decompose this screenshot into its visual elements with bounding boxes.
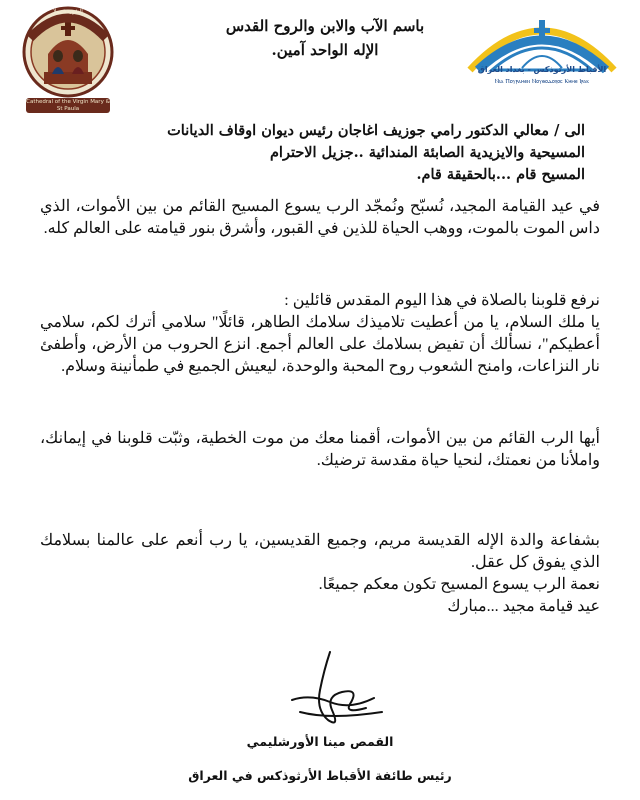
- signatory-name: القمص مينا الأورشليمي: [246, 734, 394, 749]
- paragraph-intercession: [40, 530, 600, 618]
- addressee-line-2: المسيحية والايزيدية الصابئة المندائية ..جزيل الاحترام: [269, 144, 585, 161]
- coptic-orthodox-logo: [462, 4, 622, 104]
- handwritten-signature: [270, 650, 390, 735]
- prayer-intro: نرفع قلوبنا بالصلاة في هذا اليوم المقدس قائلين :: [284, 292, 600, 309]
- prayer-text: يا ملك السلام، يا من أعطيت تلاميذك سلامك الطاهر، قائلًا" سلامي أترك لكم، سلامي أعطيكم"، نسألك أن تفيض بسلامك على العالم أجمع. انزع الحروب من الأرض، وأطفئ نار النزاعات، وامنح الشعوب روح المحبة والوحدة، ليعيش الجميع في طمأنينة وسلام.: [40, 314, 600, 375]
- closing-blessing: نعمة الرب يسوع المسيح تكون معكم جميعًا.: [318, 576, 600, 593]
- easter-greeting: المسيح قام ...بالحقيقة قام.: [416, 166, 585, 183]
- closing-wishes: عيد قيامة مجيد ...مبارك: [447, 598, 600, 615]
- invocation-line-1: باسم الآب والابن والروح القدس: [225, 17, 425, 35]
- logo-caption-coptic: Ⲛⲓⲁ Ⲡⲟⲩⲣⲁⲙⲉⲛ Ⲛⲟⲩⲑⲟⲇⲟⲝⲟⲥ Ⲕⲏⲙⲉ Ⲓⲣⲁⲕ: [494, 78, 590, 85]
- logo-top-text: الشهيدة بولا: [53, 8, 83, 15]
- paragraph-resurrection: أيها الرب القائم من بين الأموات، أقمنا معك من موت الخطية، وثبّت قلوبنا في إيمانك، واملأنا من نعمتك، لنحيا حياة مقدسة ترضيك.: [40, 430, 600, 469]
- paragraph-easter: في عيد القيامة المجيد، نُسبّح ونُمجّد الرب يسوع المسيح القائم من بين الأموات، الذي داس الموت بالموت، ووهب الحياة للذين في القبور، وأشرق بنور قيامته على العالم كله.: [40, 198, 600, 237]
- intercession-text: بشفاعة والدة الإله القديسة مريم، وجميع القديسين، يا رب أنعم على عالمنا بسلامك الذي يفوق كل عقل.: [40, 532, 600, 571]
- signatory-title: رئيس طائفة الأقباط الأرثوذكس في العراق: [188, 768, 452, 783]
- addressee-block: [40, 120, 585, 186]
- invocation-line-2: الإله الواحد آمين.: [271, 41, 379, 59]
- invocation: [190, 14, 460, 62]
- addressee-line-1: الى / معالي الدكتور رامي جوزيف اغاجان رئيس ديوان اوقاف الديانات: [167, 122, 585, 139]
- paragraph-prayer: [40, 290, 600, 378]
- cathedral-logo-caption: Cathedral of the Virgin Mary & St Paula: [26, 99, 110, 112]
- logo-caption-arabic: الأقباط الأرثوذكس - بغداد العراق: [477, 65, 607, 74]
